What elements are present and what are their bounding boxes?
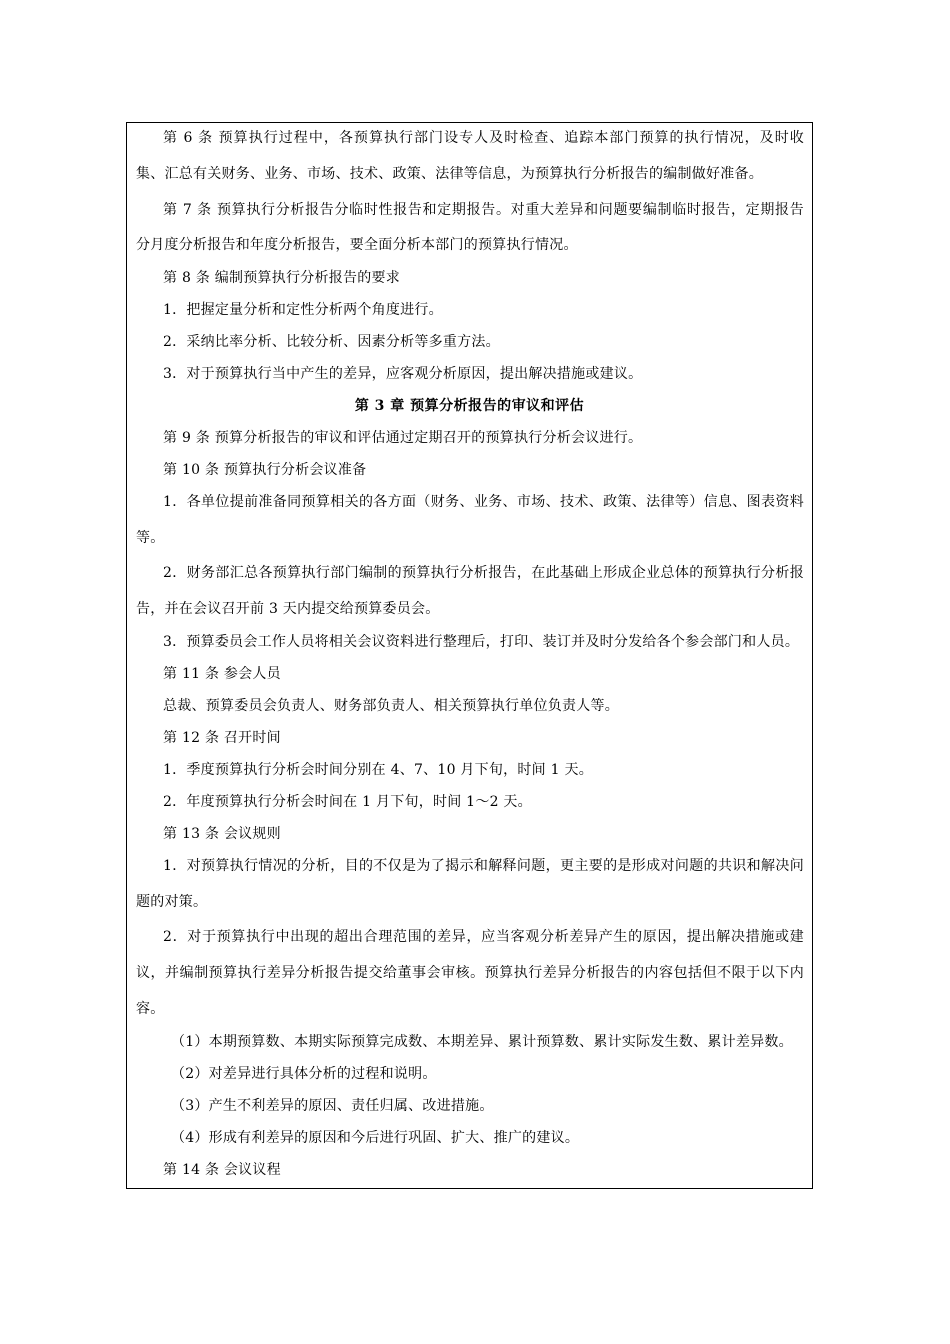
article-10-item-3: 3．预算委员会工作人员将相关会议资料进行整理后，打印、装订并及时分发给各个参会部门和人员。 (163, 634, 800, 650)
article-7-line-1: 第 7 条 预算执行分析报告分临时性报告和定期报告。对重大差异和问题要编制临时报告，定期报告 (163, 202, 804, 218)
article-13-item-1-line-2: 题的对策。 (136, 894, 208, 910)
chapter-3-title: 第 3 章 预算分析报告的审议和评估 (354, 398, 585, 414)
article-10-item-2-line-2: 告，并在会议召开前 3 天内提交给预算委员会。 (136, 601, 440, 617)
article-8-item-1: 1．把握定量分析和定性分析两个角度进行。 (163, 302, 443, 318)
article-10-item-1-line-1: 1．各单位提前准备同预算相关的各方面（财务、业务、市场、技术、政策、法律等）信息、图表资料 (163, 494, 804, 510)
article-12-item-1: 1．季度预算执行分析会时间分别在 4、7、10 月下旬，时间 1 天。 (163, 762, 593, 778)
document-frame (126, 122, 813, 1189)
article-13-item-2-line-3: 容。 (136, 1001, 165, 1017)
article-10-heading: 第 10 条 预算执行分析会议准备 (163, 462, 367, 478)
article-7-line-2: 分月度分析报告和年度分析报告，要全面分析本部门的预算执行情况。 (136, 237, 578, 253)
article-8-heading: 第 8 条 编制预算执行分析报告的要求 (163, 270, 401, 286)
article-12-item-2: 2．年度预算执行分析会时间在 1 月下旬，时间 1～2 天。 (163, 794, 532, 810)
article-9: 第 9 条 预算分析报告的审议和评估通过定期召开的预算执行分析会议进行。 (163, 430, 643, 446)
article-13-heading: 第 13 条 会议规则 (163, 826, 281, 842)
article-13-item-1-line-1: 1．对预算执行情况的分析，目的不仅是为了揭示和解释问题，更主要的是形成对问题的共识和解决问 (163, 858, 804, 874)
article-13-item-2-line-2: 议，并编制预算执行差异分析报告提交给董事会审核。预算执行差异分析报告的内容包括但不限于以下内 (136, 965, 804, 981)
article-14-heading: 第 14 条 会议议程 (163, 1162, 281, 1178)
article-8-item-3: 3．对于预算执行当中产生的差异，应客观分析原因，提出解决措施或建议。 (163, 366, 643, 382)
article-6-line-2: 集、汇总有关财务、业务、市场、技术、政策、法律等信息，为预算执行分析报告的编制做好准备。 (136, 166, 763, 182)
report-content-item-3: （3）产生不利差异的原因、责任归属、改进措施。 (171, 1098, 494, 1114)
article-13-item-2-line-1: 2．对于预算执行中出现的超出合理范围的差异，应当客观分析差异产生的原因，提出解决措施或建 (163, 929, 804, 945)
article-10-item-2-line-1: 2．财务部汇总各预算执行部门编制的预算执行分析报告，在此基础上形成企业总体的预算执行分析报 (163, 565, 804, 581)
article-11-content: 总裁、预算委员会负责人、财务部负责人、相关预算执行单位负责人等。 (163, 698, 619, 714)
report-content-item-4: （4）形成有利差异的原因和今后进行巩固、扩大、推广的建议。 (171, 1130, 580, 1146)
article-8-item-2: 2．采纳比率分析、比较分析、因素分析等多重方法。 (163, 334, 500, 350)
article-11-heading: 第 11 条 参会人员 (163, 666, 281, 682)
report-content-item-2: （2）对差异进行具体分析的过程和说明。 (171, 1066, 437, 1082)
article-10-item-1-line-2: 等。 (136, 530, 165, 546)
report-content-item-1: （1）本期预算数、本期实际预算完成数、本期差异、累计预算数、累计实际发生数、累计差异数。 (171, 1034, 793, 1050)
article-12-heading: 第 12 条 召开时间 (163, 730, 281, 746)
article-6-line-1: 第 6 条 预算执行过程中，各预算执行部门设专人及时检查、追踪本部门预算的执行情况，及时收 (163, 130, 804, 146)
